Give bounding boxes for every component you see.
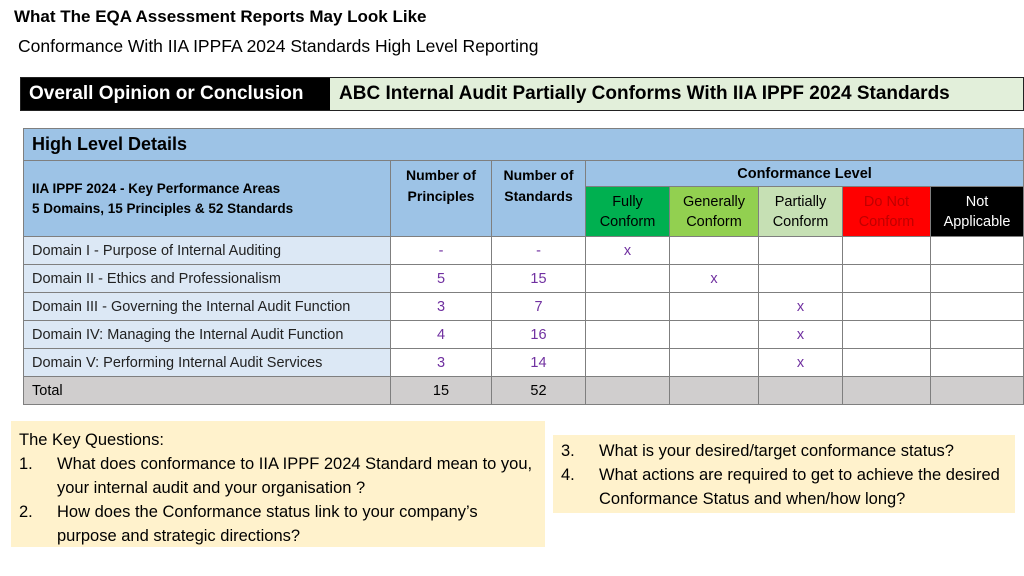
mark-cell [586, 349, 670, 377]
level-line1: Do Not [863, 193, 910, 210]
standards-header [492, 161, 586, 237]
total-principles: 15 [391, 377, 492, 405]
principles-header-line2: Principles [407, 188, 475, 204]
domain-cell: Domain IV: Managing the Internal Audit Function [24, 321, 391, 349]
level-line2: Conform [686, 213, 742, 230]
mark-cell [670, 349, 759, 377]
conformance-level-header: Conformance Level [586, 161, 1024, 187]
kpa-header-line1: IIA IPPF 2024 - Key Performance Areas [32, 180, 281, 196]
level-partially-conform [759, 187, 843, 237]
question-text: What does conformance to IIA IPPF 2024 Standard mean to you, your internal audit and your organisation ? [57, 455, 533, 497]
principles-cell: 3 [391, 293, 492, 321]
mark-cell: x [759, 321, 843, 349]
level-line1: Generally [682, 193, 746, 210]
mark-cell [843, 293, 931, 321]
question-number: 1. [19, 455, 33, 473]
mark-cell [759, 237, 843, 265]
standards-cell: - [492, 237, 586, 265]
mark-cell: x [759, 349, 843, 377]
key-questions-box-left [11, 421, 545, 547]
principles-header [391, 161, 492, 237]
level-line2: Conform [858, 213, 915, 230]
mark-cell [931, 349, 1024, 377]
mark-cell [843, 265, 931, 293]
mark-cell [670, 293, 759, 321]
level-line1: Not [965, 193, 989, 210]
mark-cell [586, 293, 670, 321]
table-row [24, 293, 1024, 321]
level-not-applicable [931, 187, 1024, 237]
mark-cell: x [586, 237, 670, 265]
page-title: What The EQA Assessment Reports May Look Like [14, 7, 427, 26]
overall-opinion-label: Overall Opinion or Conclusion [21, 78, 330, 110]
total-label: Total [24, 377, 391, 405]
level-fully-conform [586, 187, 670, 237]
overall-opinion-bar [20, 77, 1024, 111]
mark-cell [586, 321, 670, 349]
level-line2: Conform [772, 213, 829, 230]
domain-cell: Domain I - Purpose of Internal Auditing [24, 237, 391, 265]
total-standards: 52 [492, 377, 586, 405]
question-number: 2. [19, 503, 33, 521]
domain-cell: Domain V: Performing Internal Audit Services [24, 349, 391, 377]
mark-cell [586, 265, 670, 293]
total-empty-cell [759, 377, 843, 405]
question-number: 4. [561, 466, 575, 484]
mark-cell [670, 321, 759, 349]
mark-cell [759, 265, 843, 293]
mark-cell [670, 237, 759, 265]
standards-cell: 15 [492, 265, 586, 293]
domain-cell: Domain II - Ethics and Professionalism [24, 265, 391, 293]
key-questions-heading: The Key Questions: [19, 431, 164, 449]
mark-cell [843, 237, 931, 265]
page-subtitle: Conformance With IIA IPPFA 2024 Standards High Level Reporting [18, 36, 539, 56]
level-line2: Conform [599, 213, 656, 230]
principles-cell: 5 [391, 265, 492, 293]
total-empty-cell [670, 377, 759, 405]
level-line1: Fully [612, 193, 643, 210]
kpa-header [24, 161, 391, 237]
principles-cell: - [391, 237, 492, 265]
question-text: How does the Conformance status link to your company’s purpose and strategic directions? [57, 503, 478, 545]
mark-cell: x [759, 293, 843, 321]
overall-opinion-value: ABC Internal Audit Partially Conforms With IIA IPPF 2024 Standards [330, 78, 1023, 110]
question-item [561, 463, 1007, 511]
kpa-header-line2: 5 Domains, 15 Principles & 52 Standards [32, 200, 294, 216]
level-line1: Partially [774, 193, 827, 210]
mark-cell [931, 321, 1024, 349]
table-row [24, 237, 1024, 265]
total-row [24, 377, 1024, 405]
question-item [19, 452, 537, 500]
total-empty-cell [586, 377, 670, 405]
section-title: High Level Details [24, 129, 1024, 161]
high-level-details-table [23, 128, 1024, 405]
question-text: What actions are required to get to achieve the desired Conformance Status and when/how long? [599, 466, 1000, 508]
standards-cell: 16 [492, 321, 586, 349]
standards-cell: 14 [492, 349, 586, 377]
principles-header-line1: Number of [406, 167, 476, 183]
question-item [561, 439, 1007, 463]
mark-cell [931, 293, 1024, 321]
mark-cell [931, 237, 1024, 265]
table-row [24, 349, 1024, 377]
table-row [24, 265, 1024, 293]
question-number: 3. [561, 442, 575, 460]
principles-cell: 4 [391, 321, 492, 349]
domain-cell: Domain III - Governing the Internal Audit Function [24, 293, 391, 321]
level-generally-conform [670, 187, 759, 237]
mark-cell: x [670, 265, 759, 293]
total-empty-cell [843, 377, 931, 405]
question-text: What is your desired/target conformance status? [599, 442, 954, 460]
level-line2: Applicable [943, 213, 1011, 230]
key-questions-box-right [553, 435, 1015, 513]
mark-cell [931, 265, 1024, 293]
mark-cell [843, 349, 931, 377]
standards-cell: 7 [492, 293, 586, 321]
level-do-not-conform [843, 187, 931, 237]
table-row [24, 321, 1024, 349]
question-item [19, 500, 537, 548]
principles-cell: 3 [391, 349, 492, 377]
standards-header-line2: Standards [504, 188, 573, 204]
total-empty-cell [931, 377, 1024, 405]
standards-header-line1: Number of [503, 167, 574, 183]
mark-cell [843, 321, 931, 349]
